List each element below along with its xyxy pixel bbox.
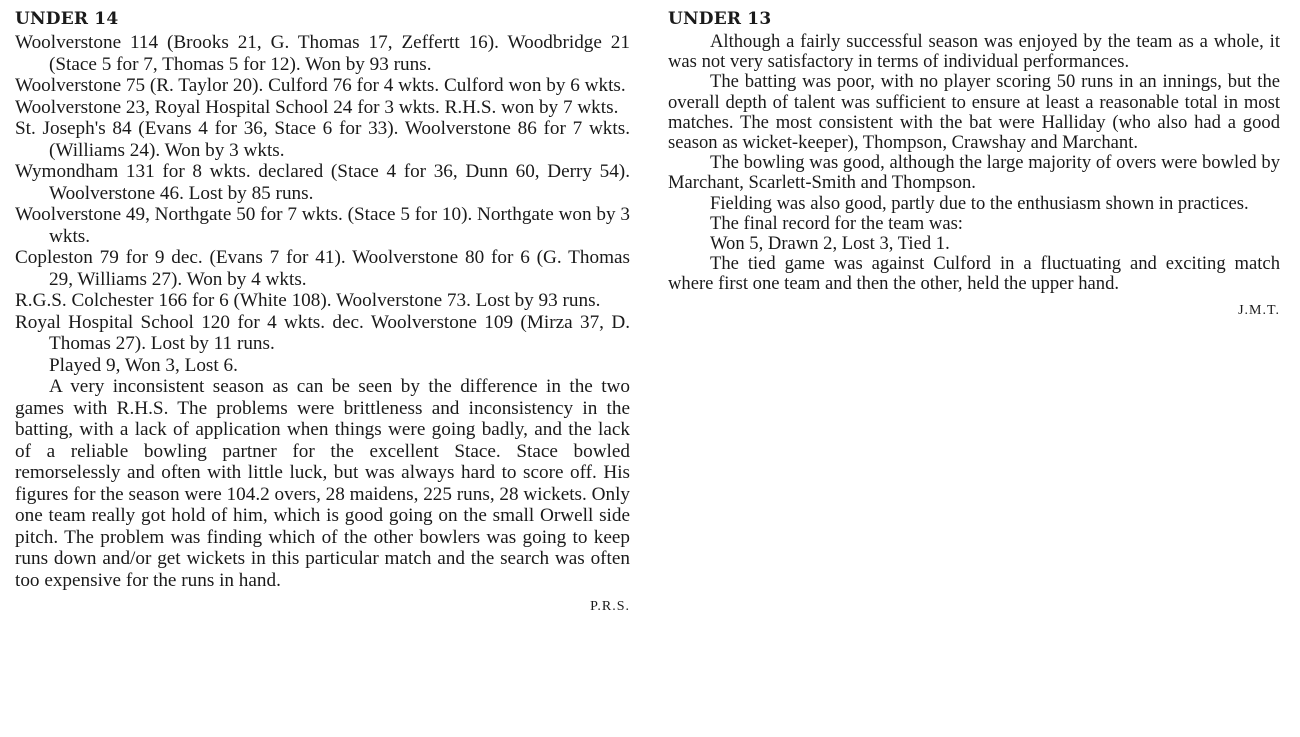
under-14-heading: UNDER 14 xyxy=(15,9,119,29)
report-paragraph: Although a fairly successful season was enjoyed by the team as a whole, it was not very satisfactory in terms of individual performances. xyxy=(668,31,1280,73)
season-report-paragraph: A very inconsistent season as can be seen by the difference in the two games with R.H.S. The problems were brittleness and inconsistency in the batting, with a lack of application when things were going badly, and the lack of a reliable bowling partner for the excellent Stace. Stace bowled remorselessly and often with little luck, but was always hard to score off. His figures for the season were 104.2 overs, 28 maidens, 225 runs, 28 wickets. Only one team really got hold of him, which is good going on the small Orwell side pitch. The problem was finding which of the other bowlers was going to keep runs down and/or get wickets in this particular match and the search was often too expensive for the runs in hand. xyxy=(15,376,630,591)
season-summary: Played 9, Won 3, Lost 6. xyxy=(49,354,238,376)
match-result: Woolverstone 49, Northgate 50 for 7 wkts. (Stace 5 for 10). Northgate won by 3 wkts. xyxy=(15,204,630,247)
report-paragraph: The bowling was good, although the large majority of overs were bowled by Marchant, Scarlett-Smith and Thompson. xyxy=(668,152,1280,194)
record-intro: The final record for the team was: xyxy=(710,212,963,234)
report-paragraph: The batting was poor, with no player scoring 50 runs in an innings, but the overall depth of talent was sufficient to ensure at least a reasonable total in most matches. The most consistent with the bat were Halliday (who also had a good season as wicket-keeper), Thompson, Crawshay and Marchant. xyxy=(668,71,1280,154)
match-result: Royal Hospital School 120 for 4 wkts. dec. Woolverstone 109 (Mirza 37, D. Thomas 27). Lost by 11 runs. xyxy=(15,311,630,354)
season-record: Won 5, Drawn 2, Lost 3, Tied 1. xyxy=(710,233,950,255)
match-result: R.G.S. Colchester 166 for 6 (White 108). Woolverstone 73. Lost by 93 runs. xyxy=(15,290,601,311)
closing-paragraph: The tied game was against Culford in a fluctuating and exciting match where first one team and then the other, held the upper hand. xyxy=(668,253,1280,295)
author-initials: P.R.S. xyxy=(590,599,630,614)
match-result: Copleston 79 for 9 dec. (Evans 7 for 41). Woolverstone 80 for 6 (G. Thomas 29, Williams 27). Won by 4 wkts. xyxy=(15,247,630,290)
match-result: Woolverstone 75 (R. Taylor 20). Culford 76 for 4 wkts. Culford won by 6 wkts. xyxy=(15,75,626,96)
under-14-column xyxy=(15,8,630,615)
match-result: Wymondham 131 for 8 wkts. declared (Stace 4 for 36, Dunn 60, Derry 54). Woolverstone 46. Lost by 85 runs. xyxy=(15,161,630,204)
under-13-heading: UNDER 13 xyxy=(668,9,772,29)
match-result: Woolverstone 114 (Brooks 21, G. Thomas 17, Zeffertt 16). Woodbridge 21 (Stace 5 for 7, Thomas 5 for 12). Won by 93 runs. xyxy=(15,32,630,75)
match-result: Woolverstone 23, Royal Hospital School 24 for 3 wkts. R.H.S. won by 7 wkts. xyxy=(15,96,619,118)
match-result: St. Joseph's 84 (Evans 4 for 36, Stace 6 for 33). Woolverstone 86 for 7 wkts. (Williams 24). Won by 3 wkts. xyxy=(15,118,630,161)
under-13-column xyxy=(668,8,1280,319)
author-initials: J.M.T. xyxy=(1238,302,1280,318)
report-paragraph: Fielding was also good, partly due to the enthusiasm shown in practices. xyxy=(710,192,1249,214)
